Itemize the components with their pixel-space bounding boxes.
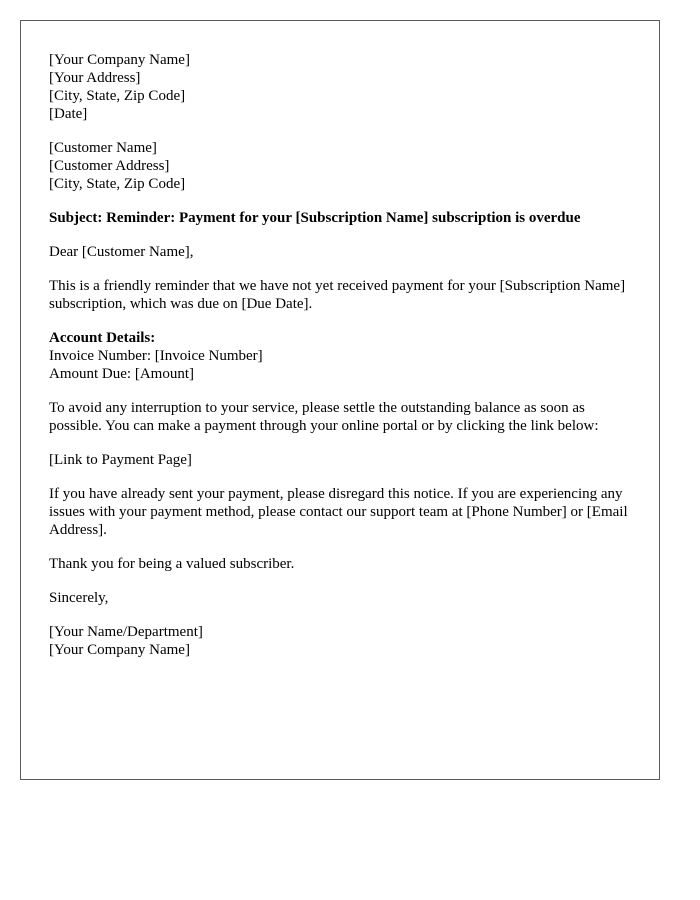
thanks-line: Thank you for being a valued subscriber. — [49, 556, 295, 572]
payment-paragraph: To avoid any interruption to your service, please settle the outstanding balance as soon as possible. You can make a payment through your online portal or by clicking the link below: — [49, 400, 599, 434]
signature-name-department: [Your Name/Department] — [49, 624, 203, 640]
recipient-address-block — [49, 139, 631, 193]
recipient-address: [Customer Address] — [49, 158, 170, 174]
sender-company-name: [Your Company Name] — [49, 52, 190, 68]
letter-page — [20, 20, 660, 780]
sender-city-state-zip: [City, State, Zip Code] — [49, 88, 186, 104]
invoice-number-line: Invoice Number: [Invoice Number] — [49, 348, 263, 364]
signature-company-name: [Your Company Name] — [49, 642, 190, 658]
letter-date: [Date] — [49, 106, 88, 122]
recipient-city-state-zip: [City, State, Zip Code] — [49, 176, 186, 192]
payment-link[interactable]: [Link to Payment Page] — [49, 452, 192, 468]
recipient-name: [Customer Name] — [49, 140, 157, 156]
salutation: Dear [Customer Name], — [49, 244, 194, 260]
signature-block — [49, 623, 631, 659]
support-paragraph: If you have already sent your payment, please disregard this notice. If you are experiencing any issues with your payment method, please contact our support team at [Phone Number] or [Email Address]. — [49, 486, 628, 538]
subject-line: Subject: Reminder: Payment for your [Subscription Name] subscription is overdue — [49, 210, 581, 226]
sender-address-block — [49, 51, 631, 123]
account-details-heading: Account Details: — [49, 330, 156, 346]
closing-line: Sincerely, — [49, 590, 109, 606]
sender-address: [Your Address] — [49, 70, 141, 86]
amount-due-line: Amount Due: [Amount] — [49, 366, 194, 382]
intro-paragraph: This is a friendly reminder that we have not yet received payment for your [Subscription Name] subscription, which was due on [Due Date]. — [49, 278, 626, 312]
account-details-block — [49, 329, 631, 383]
